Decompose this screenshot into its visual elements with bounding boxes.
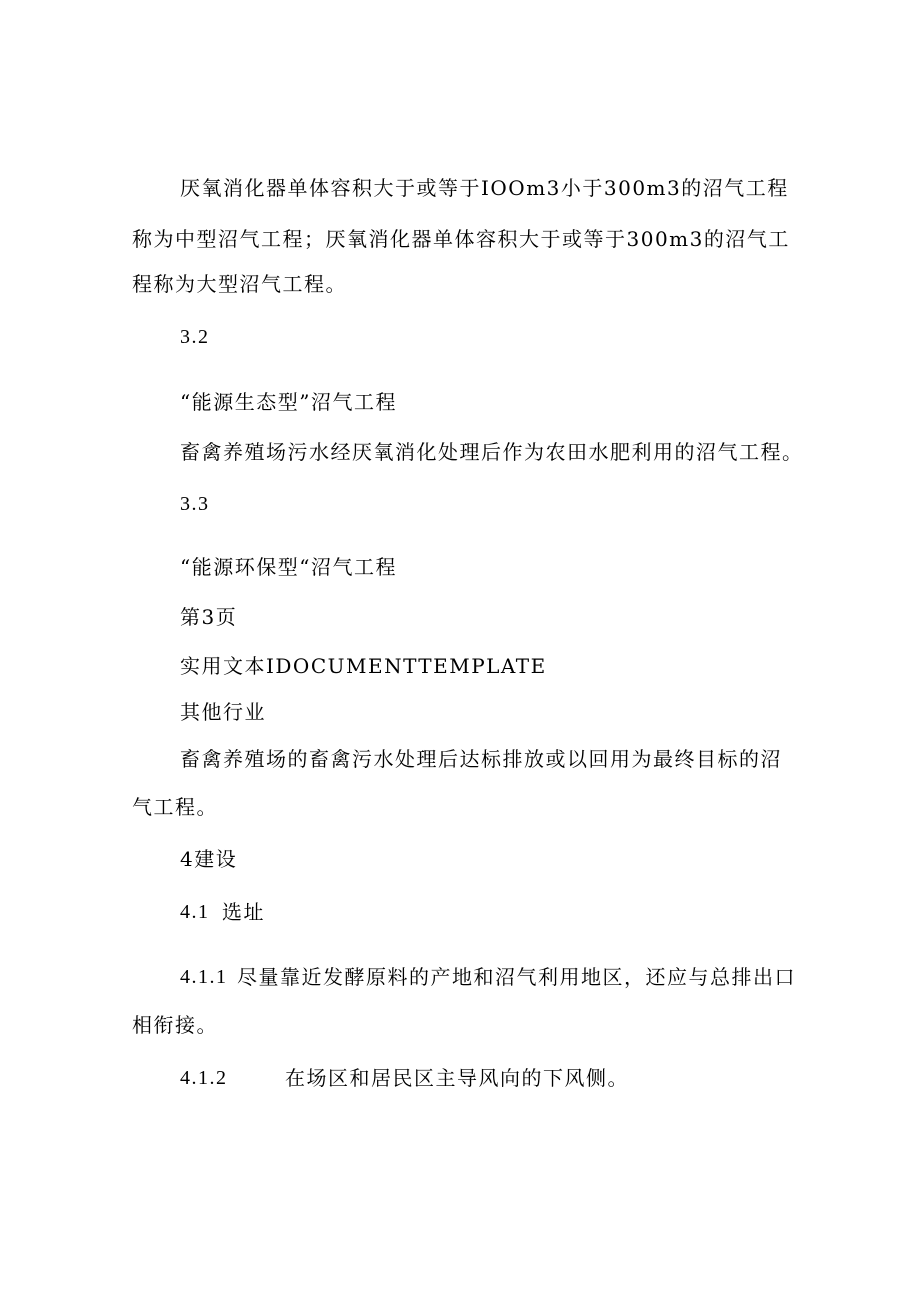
section-body: 畜禽养殖场的畜禽污水处理后达标排放或以回用为最终目标的沼	[180, 747, 782, 771]
section-body: 尽量靠近发酵原料的产地和沼气利用地区，还应与总排出口	[237, 965, 796, 989]
section-body: 相衔接。	[132, 1013, 218, 1037]
section-body: 畜禽养殖场污水经厌氧消化处理后作为农田水肥利用的沼气工程。	[180, 440, 804, 464]
industry-label: 其他行业	[180, 700, 266, 724]
section-number: 3.3	[180, 493, 210, 515]
section-body: 在场区和居民区主导风向的下风侧。	[285, 1066, 629, 1090]
section-number: 3.2	[180, 326, 210, 348]
section-number: 4.1.2	[180, 1067, 228, 1089]
section-title: “能源生态型”沼气工程	[180, 390, 397, 414]
template-label: 实用文本IDOCUMENTTEMPLATE	[180, 654, 547, 678]
section-number: 4.1	[180, 901, 210, 923]
section-title: 选址	[222, 900, 265, 924]
section-number: 4.1.1	[180, 966, 228, 988]
section-title: “能源环保型“沼气工程	[180, 555, 397, 579]
paragraph-line: 厌氧消化器单体容积大于或等于IOOm3小于300m3的沼气工程	[180, 176, 789, 200]
section-body: 气工程。	[132, 795, 218, 819]
page-number-label: 第3页	[180, 605, 238, 629]
paragraph-line: 程称为大型沼气工程。	[132, 272, 347, 296]
chapter-title: 4建设	[180, 847, 238, 871]
paragraph-line: 称为中型沼气工程；厌氧消化器单体容积大于或等于300m3的沼气工	[132, 227, 790, 251]
